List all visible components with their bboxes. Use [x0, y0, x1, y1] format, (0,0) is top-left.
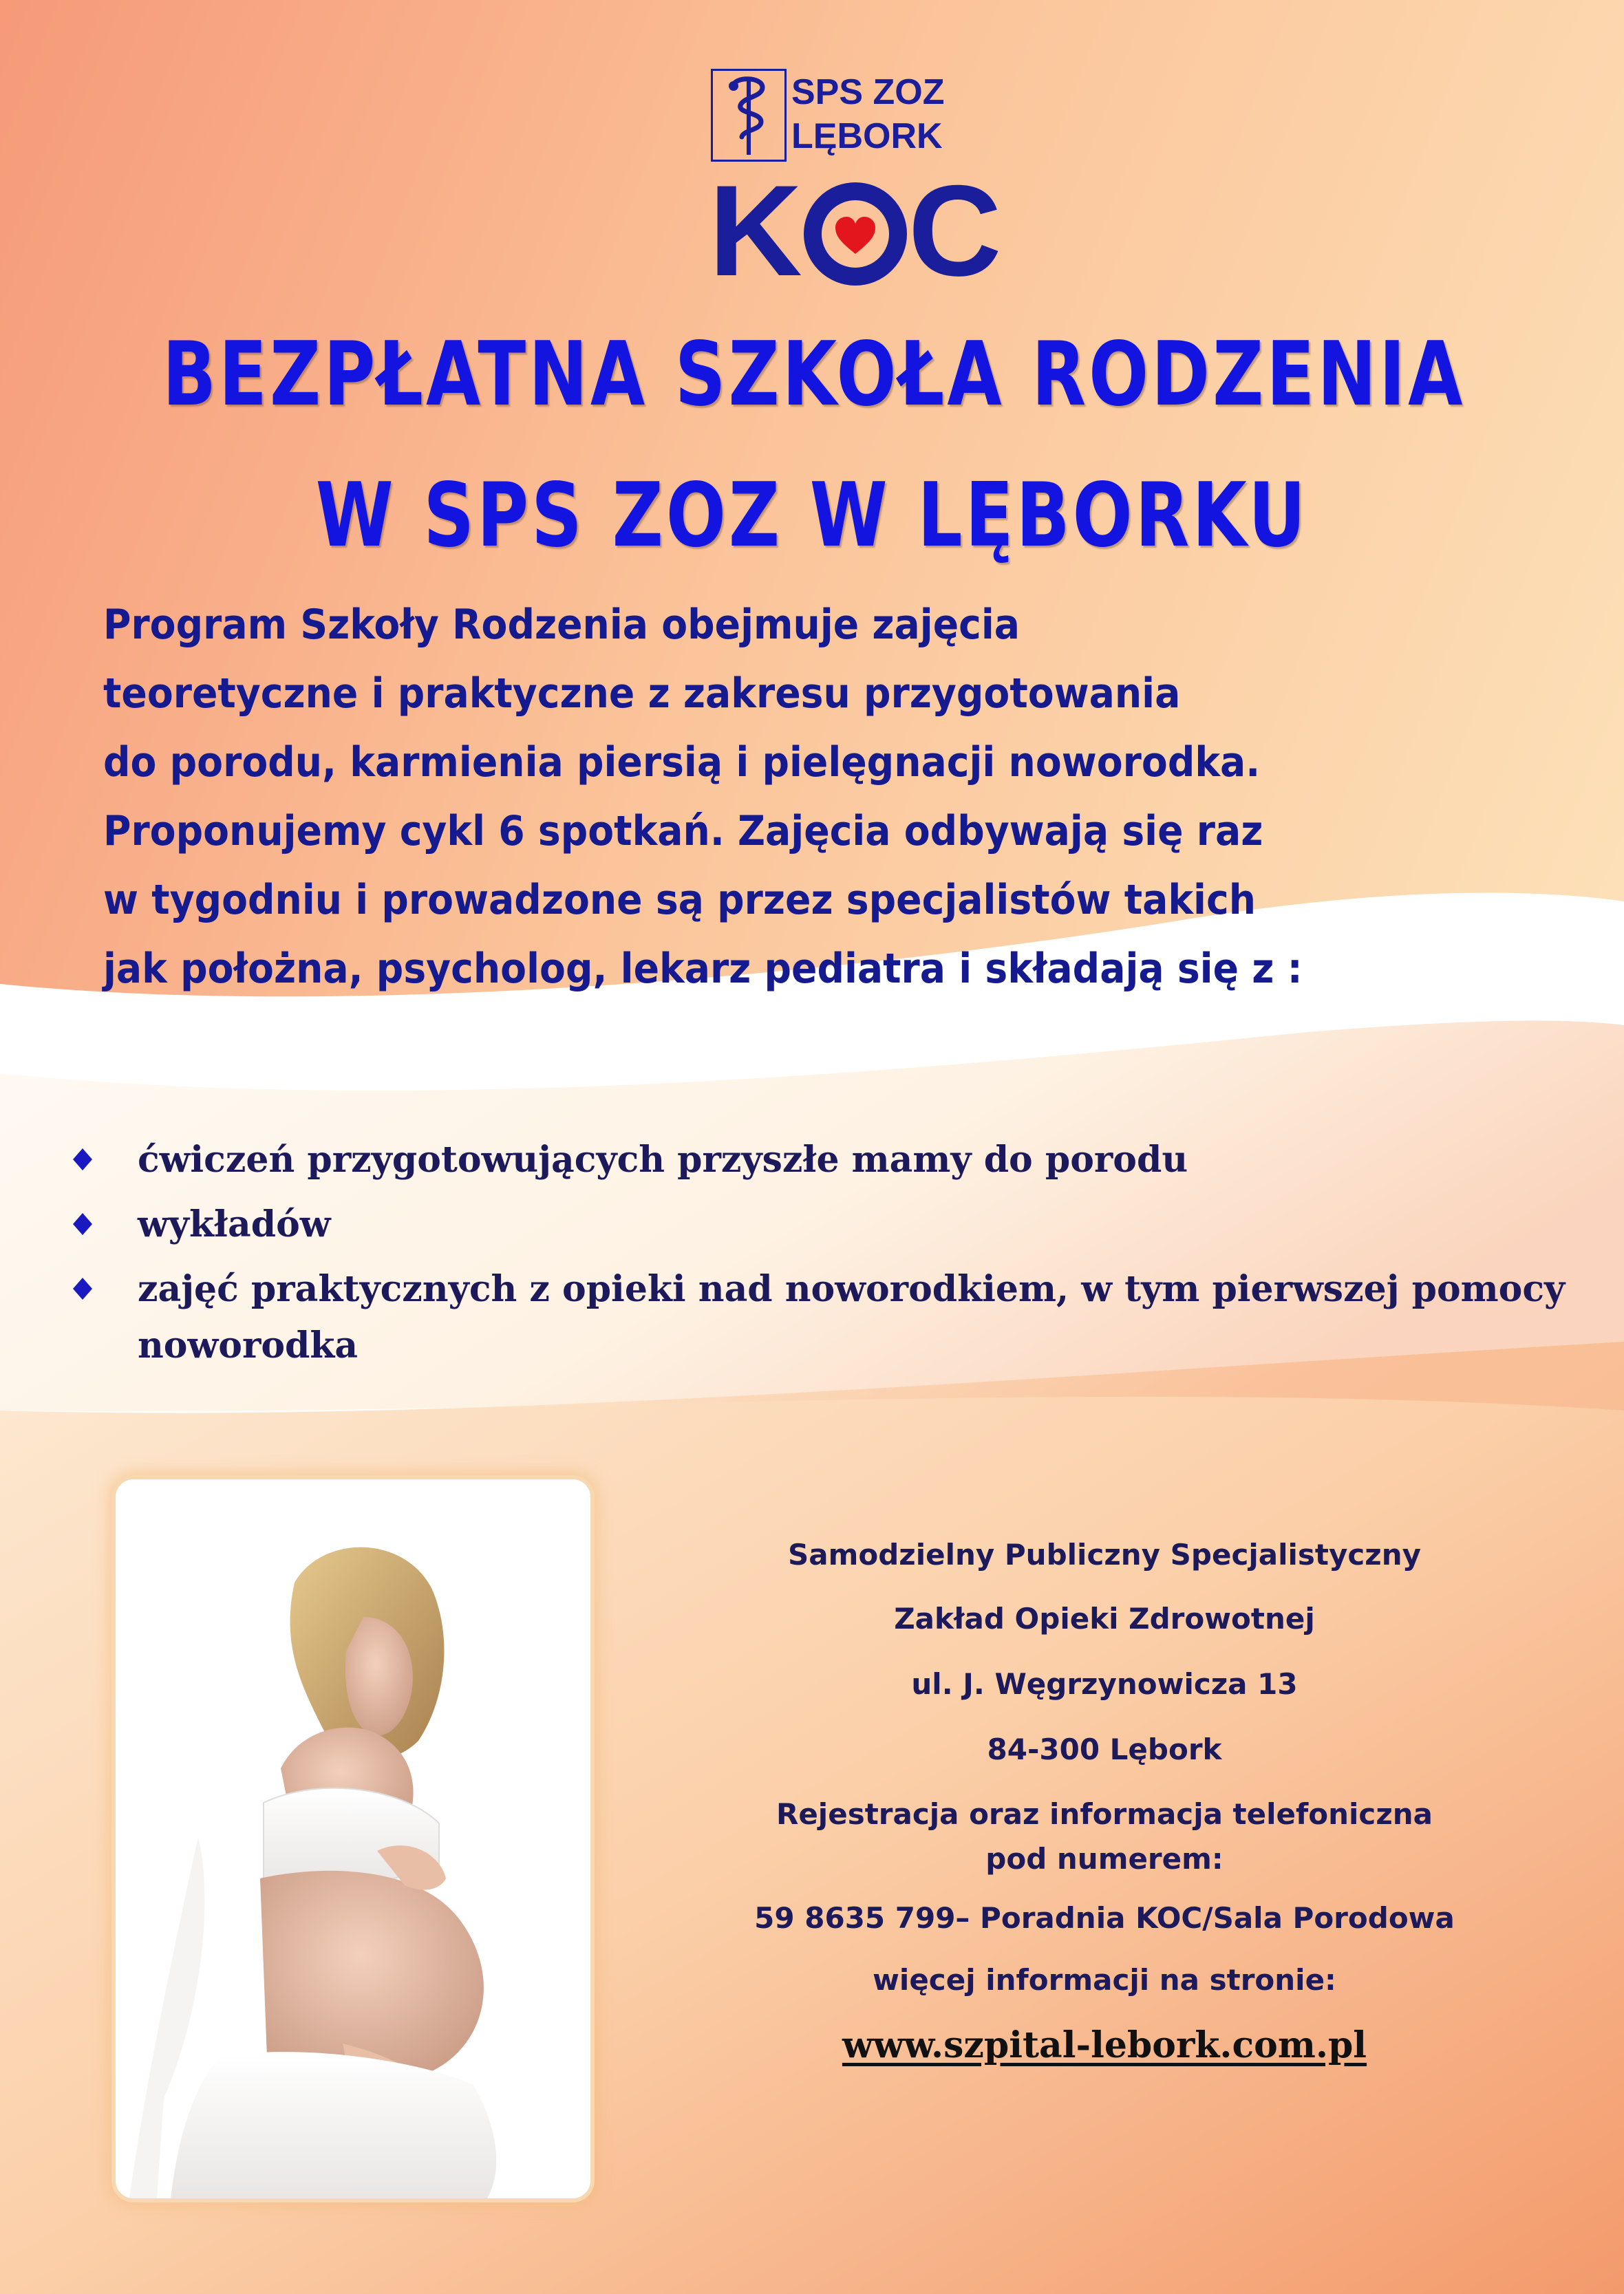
list-item	[69, 1132, 1603, 1188]
phone-number: 59 8635 799– Poradnia KOC/Sala Porodowa	[754, 1901, 1455, 1935]
diamond-bullet-icon	[69, 1197, 138, 1253]
intro-line: Proponujemy cykl 6 spotkań. Zajęcia odbywają się raz	[103, 807, 1263, 855]
koc-letter-c: C	[908, 158, 1002, 303]
address-city: 84-300 Lębork	[987, 1733, 1222, 1766]
website-link[interactable]: www.szpital-lebork.com.pl	[842, 2024, 1367, 2066]
intro-paragraph	[103, 590, 1496, 1003]
list-item-text: zajęć praktycznych z opieki nad noworodkiem, w tym pierwszej pomocy noworodka	[138, 1268, 1566, 1366]
list-item-text: ćwiczeń przygotowujących przyszłe mamy do porodu	[138, 1139, 1188, 1181]
caduceus-icon	[713, 71, 784, 160]
list-item-text: wykładów	[138, 1203, 331, 1245]
intro-line: jak położna, psycholog, lekarz pediatra i składają się z :	[103, 945, 1303, 993]
registration-info-line: Rejestracja oraz informacja telefoniczna	[776, 1797, 1433, 1831]
koc-logo	[709, 158, 1002, 303]
heart-icon	[835, 217, 875, 254]
bullet-list	[69, 1132, 1603, 1382]
pregnant-woman-photo	[116, 1479, 590, 2198]
logo-text-lebork: LĘBORK	[791, 116, 943, 156]
more-info-label: więcej informacji na stronie:	[873, 1963, 1336, 1997]
intro-line: w tygodniu i prowadzone są przez specjalistów takich	[103, 876, 1257, 924]
koc-letter-k: K	[709, 158, 802, 303]
intro-line: teoretyczne i praktyczne z zakresu przygotowania	[103, 669, 1181, 718]
address-street: ul. J. Węgrzynowicza 13	[911, 1667, 1298, 1701]
diamond-bullet-icon	[69, 1132, 138, 1188]
list-item	[69, 1261, 1603, 1374]
intro-line: do porodu, karmienia piersią i pielęgnacji noworodka.	[103, 738, 1261, 786]
registration-info-line-2: pod numerem:	[985, 1842, 1224, 1876]
contact-block	[661, 1524, 1548, 2086]
institution-name-line-1: Samodzielny Publiczny Specjalistyczny	[788, 1538, 1421, 1572]
diamond-bullet-icon	[69, 1261, 138, 1318]
institution-name-line-2: Zakład Opieki Zdrowotnej	[894, 1602, 1315, 1636]
logo-text-sps-zoz: SPS ZOZ	[791, 72, 945, 112]
koc-letter-o-heart	[804, 179, 907, 282]
list-item	[69, 1197, 1603, 1253]
intro-line: Program Szkoły Rodzenia obejmuje zajęcia	[103, 601, 1021, 649]
title-line-1: BEZPŁATNA SZKOŁA RODZENIA	[162, 323, 1466, 426]
logo-symbol-frame	[711, 69, 787, 162]
title-line-2: W SPS ZOZ W LĘBORKU	[315, 464, 1309, 567]
